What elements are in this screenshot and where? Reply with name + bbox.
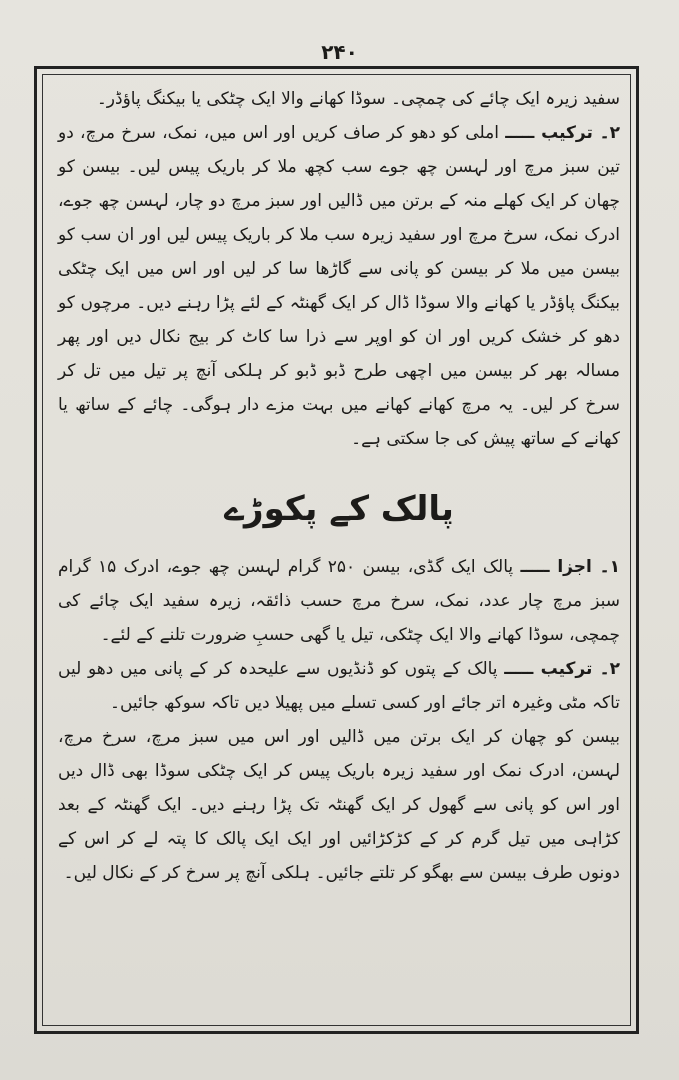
paragraph-heading: ۲۔ ترکیب ـــــ <box>504 659 620 679</box>
paragraph <box>58 116 620 456</box>
paragraph-text: پالک کے پتوں کو ڈنڈیوں سے علیحدہ کر کے پانی میں دھو لیں تاکہ مٹی وغیرہ اتر جائے اور کسی تسلے میں پھیلا دیں تاکہ سوکھ جائیں۔ <box>58 659 620 713</box>
paragraph-text: سفید زیرہ ایک چائے کی چمچی۔ سوڈا کھانے والا ایک چٹکی یا بیکنگ پاؤڈر۔ <box>96 89 620 109</box>
paragraph-text: املی کو دھو کر صاف کریں اور اس میں، نمک، سرخ مرچ، دو تین سبز مرچ اور لہسن چھ جوے سب کچھ ملا کر باریک پیس لیں۔ بیسن کو چھان کر ایک کھلے منہ کے برتن میں ڈالیں اور سبز مرچ دو چار، لہسن چھ جوے، ادرک نمک، سرخ مرچ اور سفید زیرہ سب ملا کر باریک پیس لیں اور ان سب کو بیسن میں ملا کر بیسن کو پانی سے گاڑھا سا کر لیں اور اس میں ایک چٹکی بیکنگ پاؤڈر یا کھانے والا سوڈا ڈال کر ایک گھنٹہ کے لئے پڑا رہنے دیں۔ مرچوں کو دھو کر خشک کریں اور ان کو اوپر سے ذرا سا کاٹ کر بیج نکال دیں اور پھر مسالہ بھر کر بیسن میں اچھی طرح ڈبو ڈبو کر ہلکی آنچ پر تیل میں تل کر سرخ کر لیں۔ یہ مرچ کھانے کھانے میں بہت مزے دار ہوگی۔ چائے کے ساتھ یا کھانے کے ساتھ پیش کی جا سکتی ہے۔ <box>58 123 620 449</box>
paragraph <box>58 82 620 116</box>
paragraph-heading: ۲۔ ترکیب ـــــ <box>505 123 621 143</box>
paragraph-text: پالک ایک گڈی، بیسن ۲۵۰ گرام لہسن چھ جوے، ادرک ۱۵ گرام سبز مرچ چار عدد، نمک، سرخ مرچ حسب ذائقہ، زیرہ سفید ایک چائے کی چمچی، سوڈا کھانے والا ایک چٹکی، تیل یا گھی حسبِ ضرورت تلنے کے لئے۔ <box>58 557 620 645</box>
paragraph <box>58 550 620 652</box>
paragraph <box>58 652 620 720</box>
page-content <box>58 82 620 890</box>
section-title: پالک کے پکوڑے <box>224 489 454 529</box>
paragraph <box>58 720 620 890</box>
page-number: ۲۴۰ <box>321 40 358 64</box>
paragraph-heading: ۱۔ اجزا ـــــ <box>520 557 620 577</box>
paragraph-text: بیسن کو چھان کر ایک برتن میں ڈالیں اور اس میں سبز مرچ، سرخ مرچ، لہسن، ادرک نمک اور سفید زیرہ باریک پیس کر ایک چٹکی سوڈا بھی ڈال دیں اور اس کو پانی سے گھول کر ایک گھنٹہ تک پڑا رہنے دیں۔ ایک گھنٹہ کے بعد کڑاہی میں تیل گرم کر کے کڑکڑائیں اور ایک ایک پالک کا پتہ لے کر اس کے دونوں طرف بیسن سے بھگو کر تلتے جائیں۔ ہلکی آنچ پر سرخ کر کے نکال لیں۔ <box>58 727 620 883</box>
